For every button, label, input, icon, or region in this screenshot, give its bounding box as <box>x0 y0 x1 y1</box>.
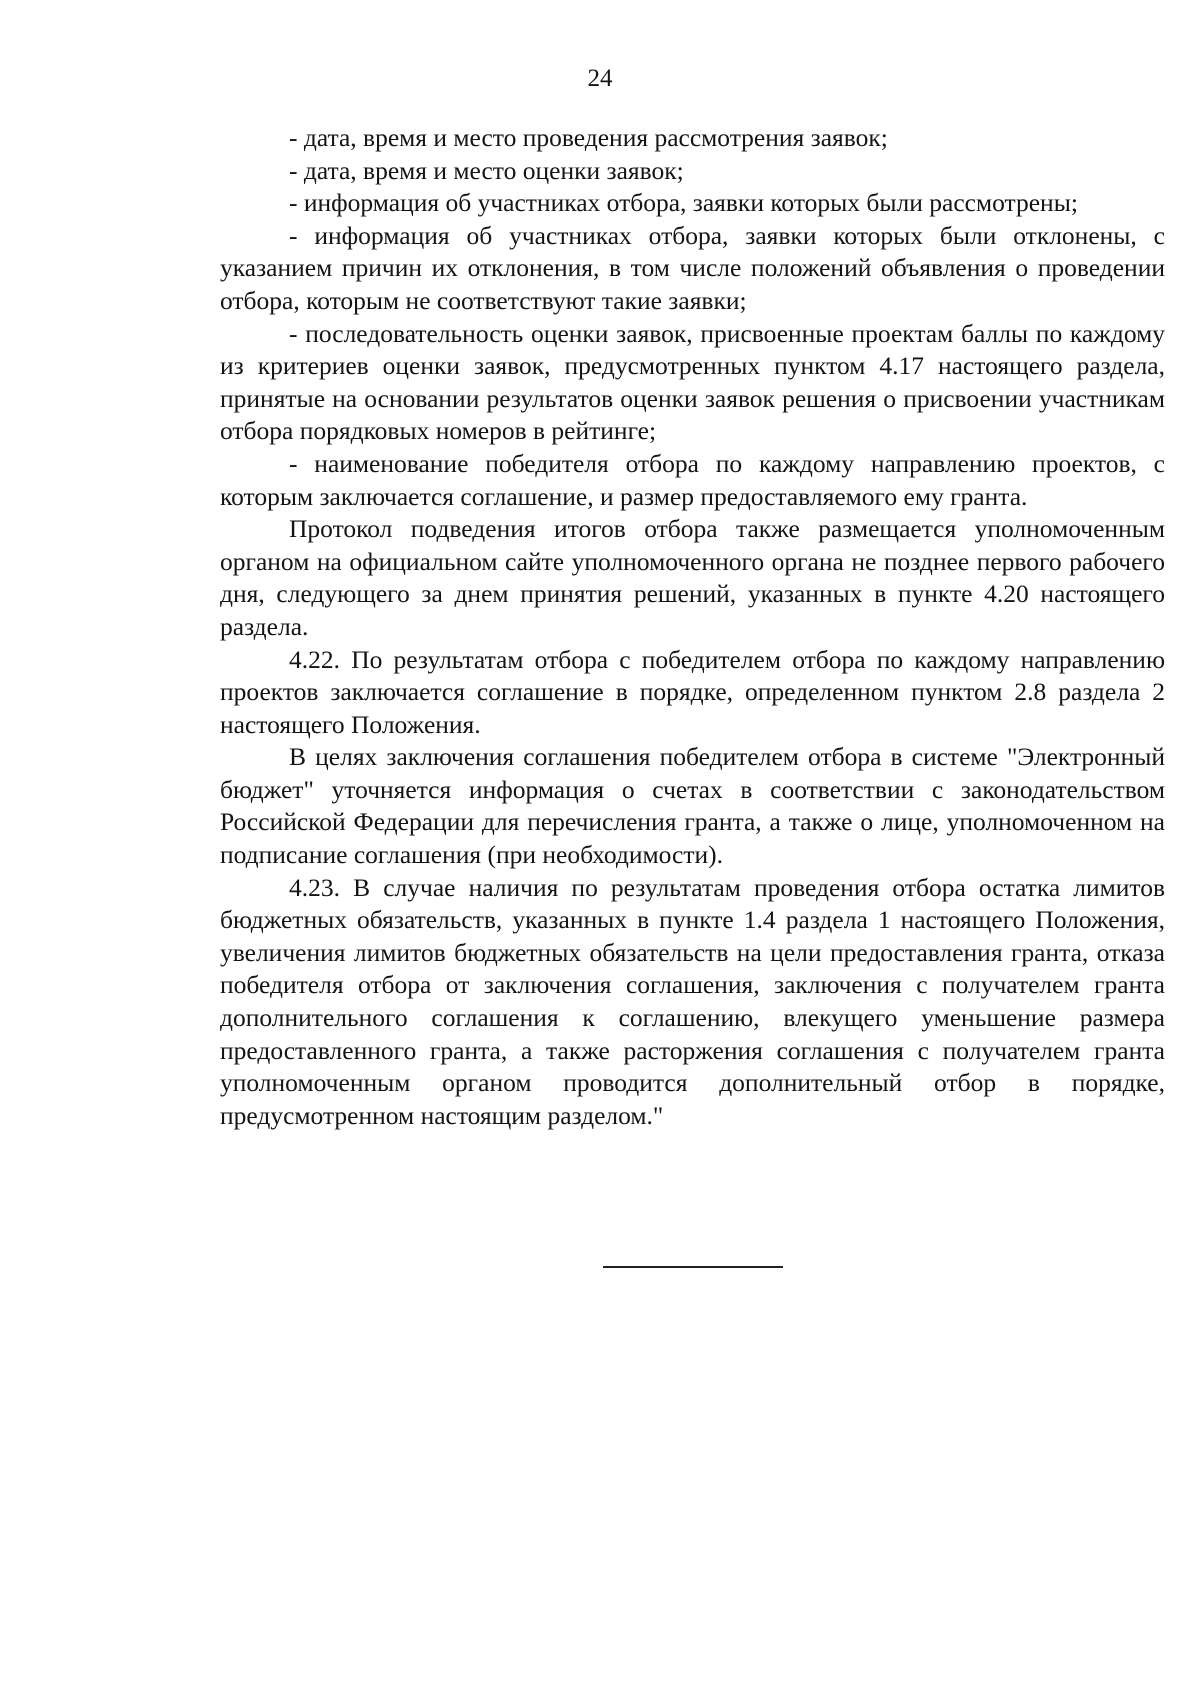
list-item-review-date: - дата, время и место проведения рассмотрения заявок; <box>289 123 888 152</box>
paragraph-clause-4-22: 4.22. По результатам отбора с победителем отбора по каждому направлению проектов заключается соглашение в порядке, определенном пунктом 2.8 раздела 2 настоящего Положения. <box>220 644 1165 739</box>
page-number: 24 <box>587 65 613 92</box>
list-item-reviewed-participants: - информация об участниках отбора, заявки которых были рассмотрены; <box>289 188 1078 218</box>
paragraph-electronic-budget: В целях заключения соглашения победителем отбора в системе "Электронный бюджет" уточняется информация о счетах в соответствии с законодательством Российской Федерации для перечисления гранта, а также о лице, уполномоченном на подписание соглашения (при необходимости). <box>220 742 1165 870</box>
list-item-rejected-participants: - информация об участниках отбора, заявки которых были отклонены, с указанием причин их отклонения, в том числе положений объявления о проведении отбора, которым не соответствуют такие заявки; <box>220 220 1165 315</box>
paragraph-clause-4-23: 4.23. В случае наличия по результатам проведения отбора остатка лимитов бюджетных обязательств, указанных в пункте 1.4 раздела 1 настоящего Положения, увеличения лимитов бюджетных обязательств на цели предоставления гранта, отказа победителя отбора от заключения соглашения, заключения с получателем гранта дополнительного соглашения к соглашению, влекущего уменьшение размера предоставленного гранта, а также расторжения соглашения с получателем гранта уполномоченным органом проводится дополнительный отбор в порядке, предусмотренном настоящим разделом." <box>220 872 1165 1130</box>
document-body <box>220 122 1165 1132</box>
end-of-text-rule <box>603 1266 783 1268</box>
paragraph-protocol-publication: Протокол подведения итогов отбора также размещается уполномоченным органом на официальном сайте уполномоченного органа не позднее первого рабочего дня, следующего за днем принятия решений, указанных в пункте 4.20 настоящего раздела. <box>220 514 1165 641</box>
list-item-evaluation-date: - дата, время и место оценки заявок; <box>289 155 684 185</box>
list-item-evaluation-sequence: - последовательность оценки заявок, присвоенные проектам баллы по каждому из критериев оценки заявок, предусмотренных пунктом 4.17 настоящего раздела, принятые на основании результатов оценки заявок решения о присвоении участникам отбора порядковых номеров в рейтинге; <box>220 318 1165 446</box>
list-item-winner-name: - наименование победителя отбора по каждому направлению проектов, с которым заключается соглашение, и размер предоставляемого ему гранта. <box>220 448 1165 511</box>
